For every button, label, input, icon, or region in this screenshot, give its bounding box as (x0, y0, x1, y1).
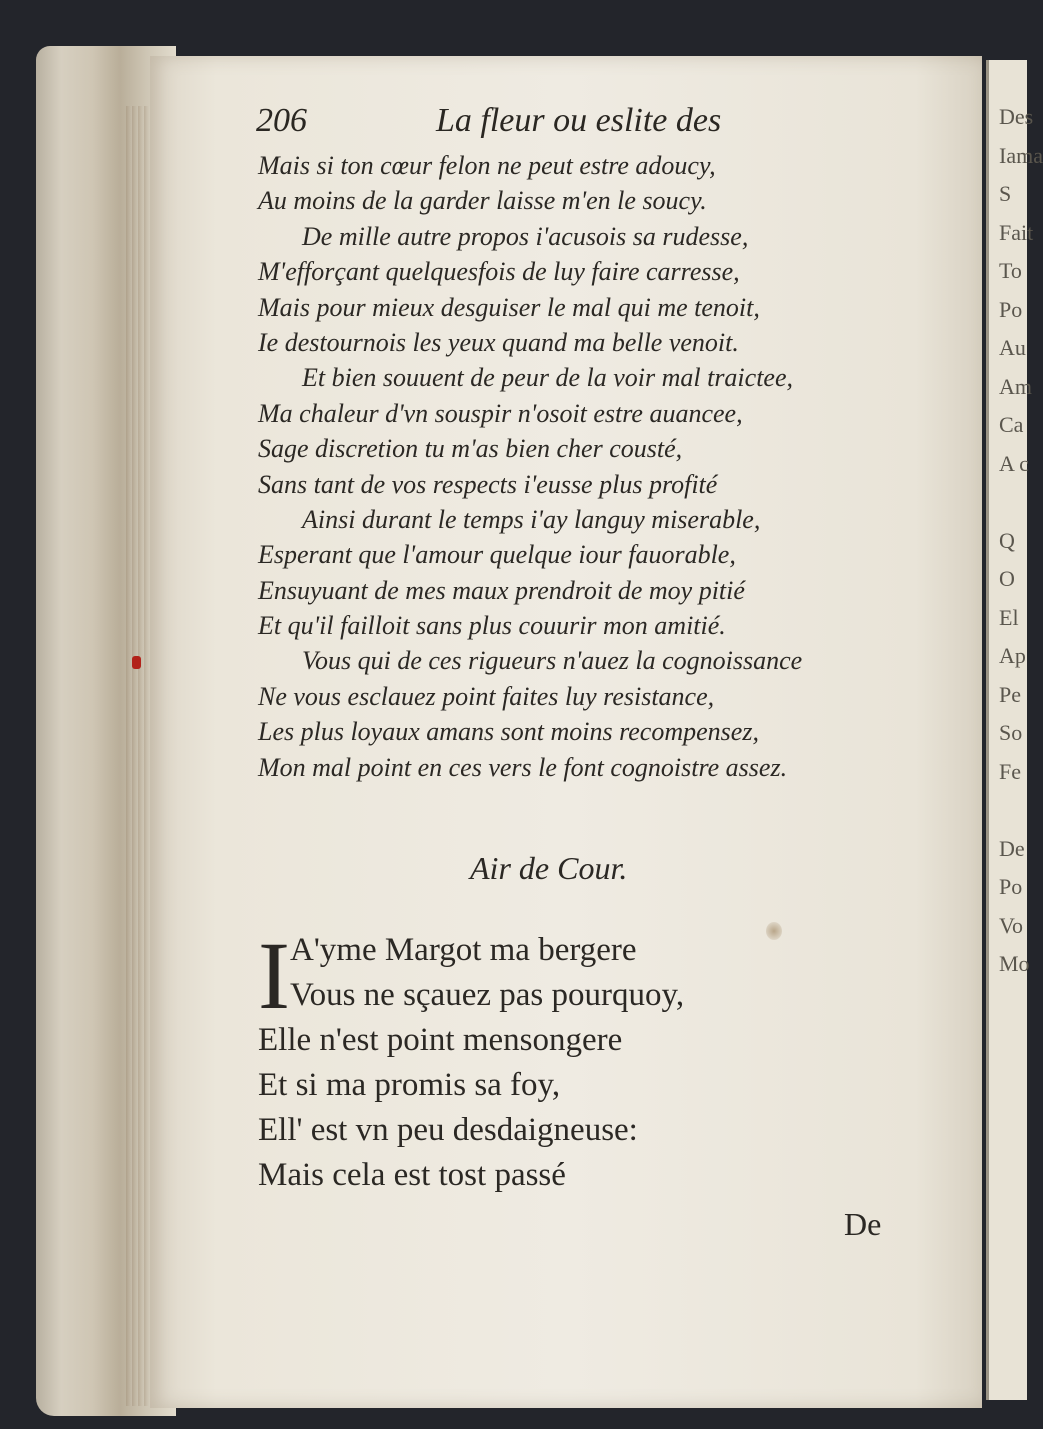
poem-text (258, 148, 918, 785)
song-line: Mais cela est tost passé (258, 1157, 566, 1193)
poem-line: Ne vous esclauez point faites luy resistance, (258, 681, 715, 711)
poem-line: Mais si ton cœur felon ne peut estre adoucy, (258, 151, 716, 180)
poem-line: Esperant que l'amour quelque iour fauorable, (258, 540, 736, 570)
page-number: 206 (256, 102, 307, 139)
drop-cap: I (258, 922, 290, 1029)
song-text (258, 922, 878, 1198)
facing-page-fragment (989, 483, 1027, 522)
facing-page-fragment: Po (999, 296, 1023, 322)
poem-line: Et bien souuent de peur de la voir mal traictee, (302, 363, 794, 393)
song-line: A'yme Margot ma bergere (290, 932, 637, 968)
running-title: La fleur ou eslite des (436, 102, 722, 139)
facing-page-fragment: Iama (999, 142, 1043, 168)
facing-page-fragment: Fe (999, 758, 1021, 784)
facing-page-fragment: To (999, 258, 1022, 283)
song-line: Et si ma promis sa foy, (258, 1067, 561, 1103)
poem-line: Sans tant de vos respects i'eusse plus profité (258, 469, 718, 499)
poem-line: Ie destournois les yeux quand ma belle venoit. (258, 327, 739, 357)
facing-page-edge (986, 60, 1043, 1400)
facing-page-fragment: Q (999, 527, 1015, 553)
section-title: Air de Cour. (470, 850, 628, 886)
catchword: De (844, 1206, 882, 1242)
song-line: Elle n'est point mensongere (258, 1022, 623, 1058)
red-mark (132, 656, 141, 669)
poem-line: Et qu'il failloit sans plus couurir mon amitié. (258, 611, 726, 641)
poem-line: Vous qui de ces rigueurs n'auez la cognoissance (302, 646, 803, 676)
facing-page-fragment: O (999, 566, 1015, 591)
facing-page-fragment: A c (999, 450, 1029, 476)
poem-line: Ensuyuant de mes maux prendroit de moy pitié (258, 575, 745, 605)
facing-page-fragment: Des (999, 104, 1034, 129)
facing-page-fragment: So (999, 720, 1023, 745)
song-line: Vous ne sçauez pas pourquoy, (290, 977, 685, 1013)
facing-page-fragment: Ca (999, 412, 1024, 437)
facing-page-fragment: Vo (999, 912, 1024, 938)
facing-page-fragment: Mo (999, 951, 1030, 976)
poem-line: Les plus loyaux amans sont moins recompensez, (258, 717, 759, 747)
poem-line: Mais pour mieux desguiser le mal qui me tenoit, (258, 292, 760, 322)
facing-page-fragment: Pe (999, 681, 1021, 707)
facing-page-fragment: De (999, 835, 1025, 861)
facing-page-fragment: El (999, 604, 1019, 630)
poem-line: Ma chaleur d'vn souspir n'osoit estre auancee, (258, 398, 743, 428)
page-header (256, 102, 796, 146)
facing-page-fragment: Au (999, 335, 1026, 360)
facing-page-fragment (989, 791, 1027, 830)
poem-line: Au moins de la garder laisse m'en le soucy. (258, 186, 707, 216)
poem-line: Ainsi durant le temps i'ay languy miserable, (302, 504, 761, 534)
facing-page-fragment: Po (999, 874, 1023, 899)
facing-page-fragment: Am (999, 373, 1032, 399)
facing-page-fragment: S (999, 181, 1012, 206)
facing-page-fragment: Fait (999, 219, 1034, 245)
song-line: Ell' est vn peu desdaigneuse: (258, 1112, 638, 1148)
poem-line: M'efforçant quelquesfois de luy faire carresse, (258, 257, 740, 287)
facing-page-fragment: Ap (999, 643, 1026, 668)
poem-line: Sage discretion tu m'as bien cher cousté, (258, 434, 683, 464)
poem-line: Mon mal point en ces vers le font cognoistre assez. (258, 752, 788, 782)
poem-line: De mille autre propos i'acusois sa rudesse, (302, 221, 749, 251)
